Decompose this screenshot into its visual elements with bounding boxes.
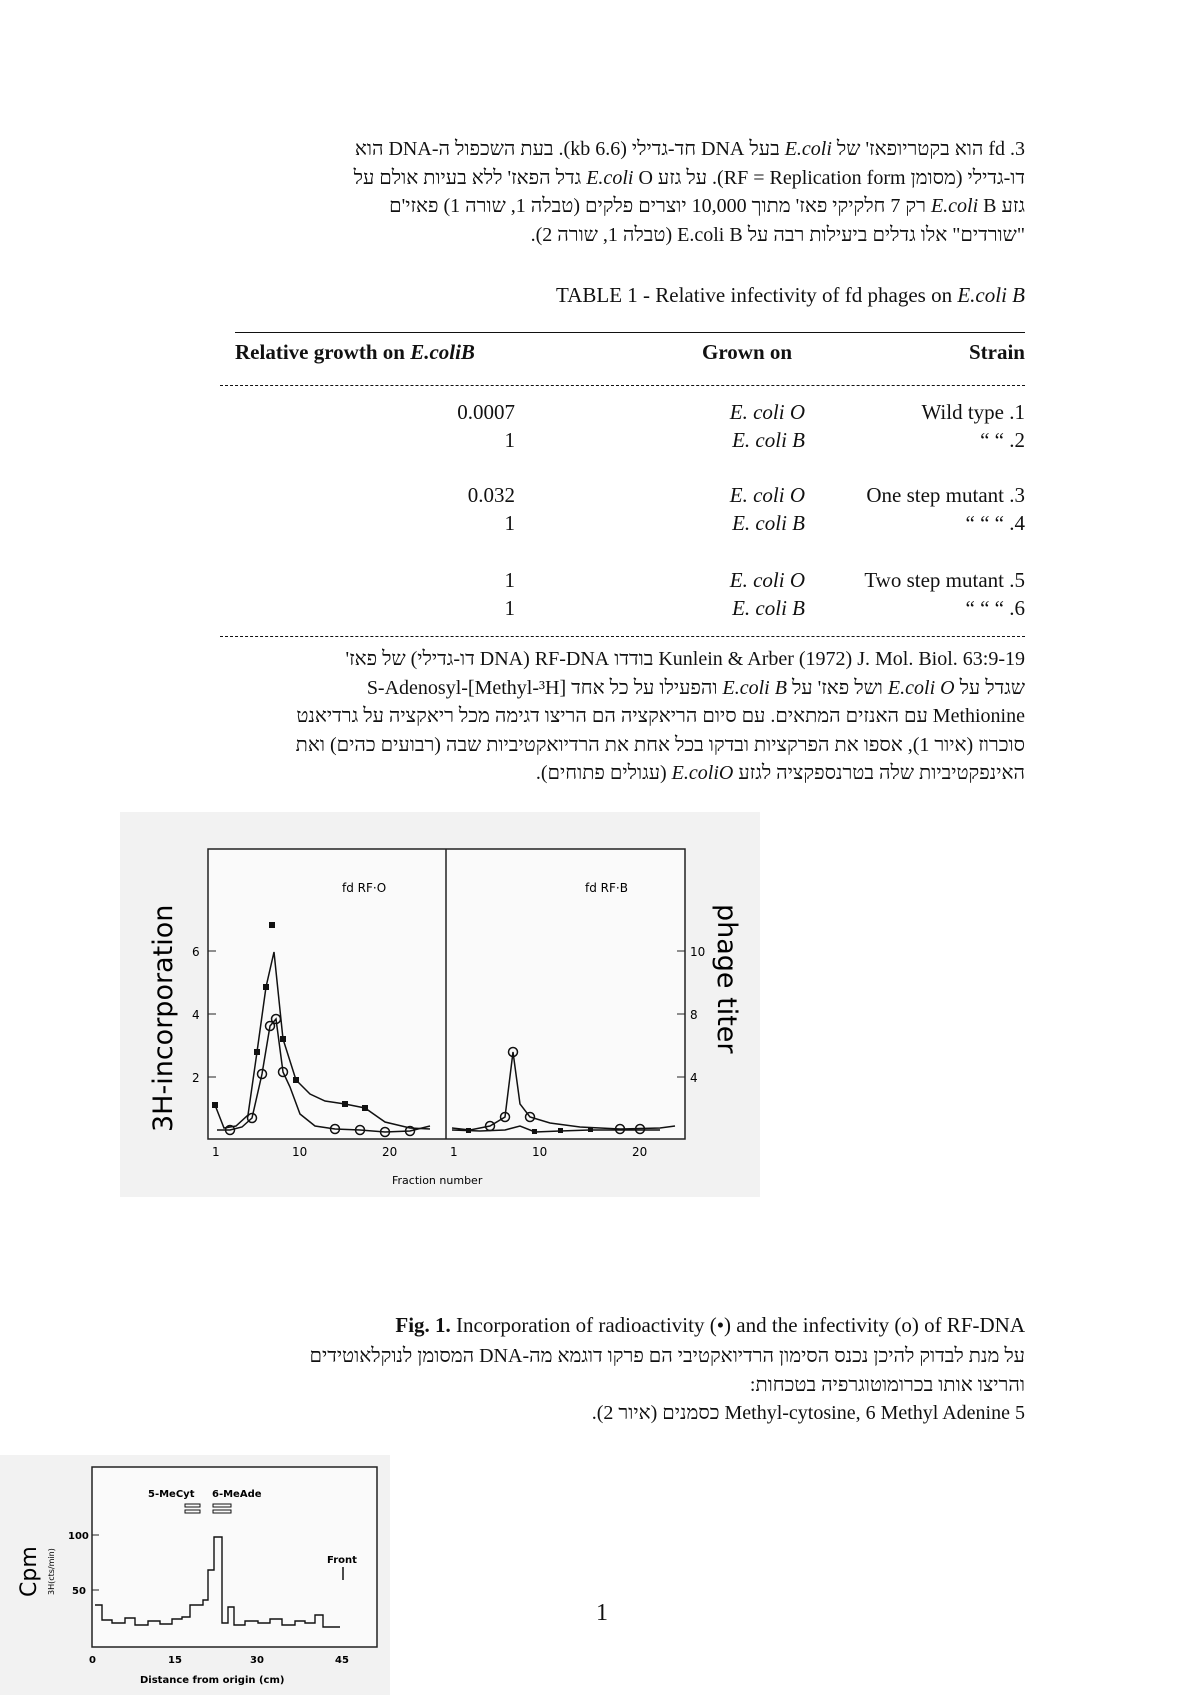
intro-line-4: "שורדים" אלו גדלים ביעילות רבה על E.coli B (טבלה 1, שורה 2).	[530, 223, 1025, 246]
data-point	[293, 1077, 299, 1083]
host-cell: E. coli B	[732, 511, 805, 535]
front-label: Front	[327, 1555, 357, 1566]
y2-axis-label: phage titer	[711, 904, 742, 1054]
x-tick-label: 0	[89, 1655, 96, 1666]
x-tick-label: 1	[212, 1145, 220, 1159]
hydrolysis-line-2: והריצו אותו בכרומוטוגרפיה בטכחות:	[749, 1373, 1025, 1396]
x-tick-label: 10	[292, 1145, 308, 1159]
intro-line-3: גזע E.coli B רק 7 חלקיקי פאז' מתוך 10,000 יוצרים פלקים (טבלה 1, שורה 1) פאזי'ם	[389, 195, 1025, 217]
methods-paragraph	[235, 645, 1025, 788]
y-tick-label: 100	[68, 1531, 89, 1542]
strain-cell: “ “ .2	[980, 428, 1025, 452]
data-point	[362, 1105, 368, 1111]
panel-right-label: fd RF·B	[585, 881, 628, 895]
data-point	[212, 1102, 218, 1108]
header-grown-on: Grown on	[702, 340, 793, 364]
methods-line-4: סוכרוז (איור 1), אספו את הפרקציות ובדקו בכל אחת את הרדיואקטיביות שבה (רבועים כהים) ואת	[295, 733, 1025, 756]
y2-tick-label: 4	[690, 1071, 698, 1085]
table-title: TABLE 1 - Relative infectivity of fd phages on E.coli B	[556, 283, 1025, 307]
hydrolysis-line-3: 5 Methyl-cytosine, 6 Methyl Adenine כסמנים (איור 2).	[591, 1402, 1025, 1424]
x-axis-label: Distance from origin (cm)	[140, 1675, 285, 1686]
hydrolysis-paragraph	[235, 1342, 1025, 1428]
x-tick-label: 20	[632, 1145, 648, 1159]
y-axis-label: Cpm	[17, 1546, 42, 1597]
y-axis-sublabel: 3H(cts/min)	[47, 1548, 56, 1595]
x-tick-label: 45	[335, 1655, 349, 1666]
data-point	[466, 1128, 471, 1133]
data-point	[269, 922, 275, 928]
intro-line-1: fd .3 הוא בקטריופאז' של E.coli בעל DNA חד-גדילי (6.6 kb). בעת השכפול ה-DNA הוא	[354, 138, 1025, 160]
data-point	[588, 1127, 593, 1132]
hydrolysis-line-1: על מנת לבדוק להיכן נכנס הסימון הרדיואקטיבי הם פרקו דוגמא מה-DNA המסומן לנוקלאוטידים	[309, 1345, 1025, 1367]
y-tick-label: 6	[192, 945, 200, 959]
host-cell: E. coli O	[729, 483, 805, 507]
strain-cell: Wild type .1	[921, 400, 1025, 424]
methods-line-2: שגדל על E.coli O ושל פאז' על E.coli B והפעילו על כל אחד S-Adenosyl-[Methyl-³H]	[366, 676, 1025, 699]
figure-1-caption: Fig. 1. Incorporation of radioactivity (•) and the infectivity (o) of RF-DNA	[395, 1313, 1025, 1337]
data-point	[263, 984, 269, 990]
header-relative-growth: Relative growth on E.coliB	[235, 340, 475, 364]
y2-tick-label: 8	[690, 1008, 698, 1022]
x-tick-label: 15	[168, 1655, 182, 1666]
methods-line-3: Methionine עם האנזים המתאים. עם סיום הריאקציה הם הריצו דגימה מכל ריאקציה על גרדיאנט	[296, 705, 1025, 727]
y-tick-label: 2	[192, 1071, 200, 1085]
host-cell: E. coli O	[729, 568, 805, 592]
table-top-rule	[235, 332, 1025, 333]
intro-line-2: דו-גדילי (מסומן RF = Replication form). על גזע E.coli O גדל הפאז' ללא בעיות אולם על	[353, 166, 1025, 189]
table-header-divider	[220, 385, 1025, 386]
data-point	[342, 1101, 348, 1107]
strain-cell: Two step mutant .5	[864, 568, 1025, 592]
y-axis-label: 3H-incorporation	[148, 904, 179, 1132]
data-point	[280, 1036, 286, 1042]
x-tick-label: 30	[250, 1655, 264, 1666]
growth-cell: 0.032	[467, 483, 515, 507]
panel-left-label: fd RF·O	[342, 881, 387, 895]
host-cell: E. coli B	[732, 596, 805, 620]
host-cell: E. coli O	[729, 400, 805, 424]
x-tick-label: 1	[450, 1145, 458, 1159]
strain-cell: “ “ “ .4	[965, 511, 1025, 535]
growth-cell: 0.0007	[457, 400, 515, 424]
growth-cell: 1	[504, 511, 515, 535]
data-point	[254, 1049, 260, 1055]
y-tick-label: 4	[192, 1008, 200, 1022]
header-strain: Strain	[968, 340, 1025, 364]
figure-1-graph	[120, 812, 760, 1197]
data-point	[558, 1128, 563, 1133]
growth-cell: 1	[504, 596, 515, 620]
host-cell: E. coli B	[732, 428, 805, 452]
y-tick-label: 50	[72, 1586, 86, 1597]
x-axis-label: Fraction number	[392, 1174, 483, 1187]
marker-label-5mecyt: 5-MeCyt	[148, 1489, 195, 1500]
methods-line-5: האינפקטיביות שלה בטרנספקציה לגזע E.coliO (עגולים פתוחים).	[535, 762, 1025, 784]
table-bottom-divider	[220, 636, 1025, 637]
strain-cell: “ “ “ .6	[965, 596, 1025, 620]
marker-label-6meade: 6-MeAde	[212, 1489, 262, 1500]
growth-cell: 1	[504, 428, 515, 452]
y2-tick-label: 10	[690, 945, 706, 959]
intro-paragraph	[235, 135, 1025, 249]
methods-line-1: Kunlein & Arber (1972) J. Mol. Biol. 63:9-19 בודדו RF-DNA (DNA דו-גדילי) של פאז'	[345, 648, 1025, 670]
data-point	[532, 1129, 537, 1134]
x-tick-label: 10	[532, 1145, 548, 1159]
x-tick-label: 20	[382, 1145, 398, 1159]
growth-cell: 1	[504, 568, 515, 592]
figure-2-chromatogram	[0, 1455, 390, 1695]
page-number: 1	[596, 1600, 608, 1626]
strain-cell: One step mutant .3	[866, 483, 1025, 507]
